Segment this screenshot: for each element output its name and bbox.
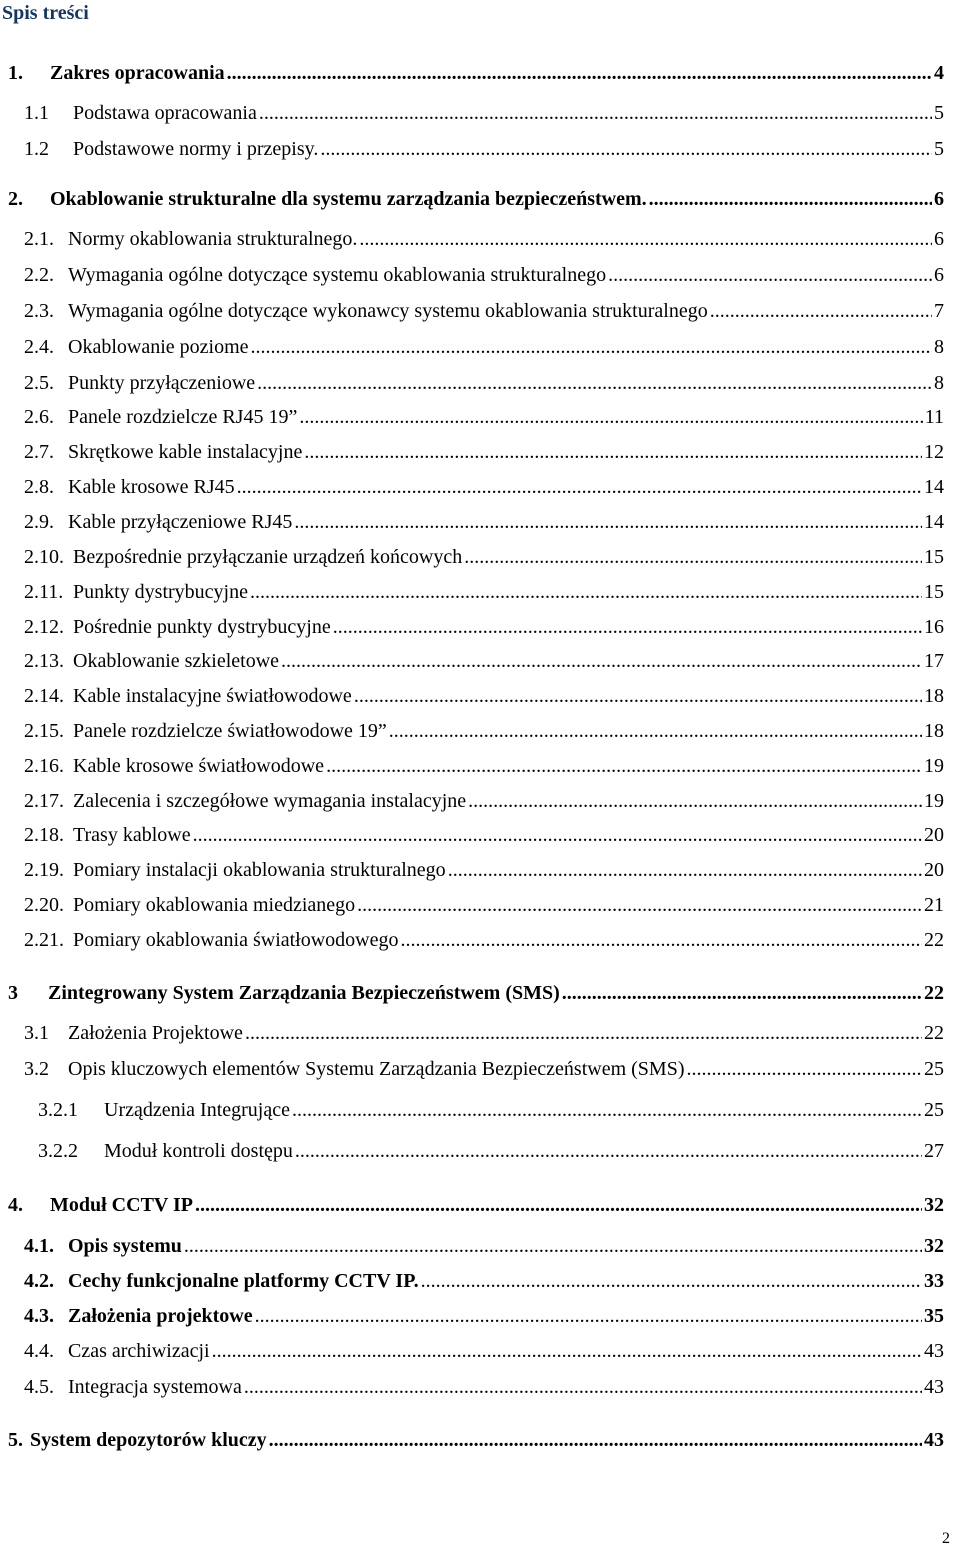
toc-entry-page: 14	[924, 476, 944, 498]
toc-leader-dots	[255, 1305, 922, 1328]
toc-entry-title: Moduł CCTV IP	[50, 1194, 193, 1216]
toc-entry-number: 4.3.	[24, 1305, 54, 1327]
toc-entry-number: 3	[8, 982, 18, 1004]
toc-entry[interactable]	[24, 650, 944, 680]
toc-leader-dots	[245, 1022, 922, 1045]
toc-entry-title: Panele rozdzielcze światłowodowe 19”	[73, 720, 387, 742]
toc-entry-number: 2.10.	[24, 546, 64, 568]
toc-entry[interactable]	[24, 546, 944, 576]
toc-entry-title: Integracja systemowa	[68, 1376, 242, 1398]
toc-entry[interactable]	[24, 1058, 944, 1088]
toc-entry[interactable]	[24, 406, 944, 436]
toc-entry-number: 4.	[8, 1194, 23, 1216]
toc-entry-page: 20	[924, 859, 944, 881]
toc-entry-page: 16	[924, 616, 944, 638]
toc-leader-dots	[184, 1235, 922, 1258]
toc-entry-number: 2.19.	[24, 859, 64, 881]
toc-entry-title: Normy okablowania strukturalnego.	[68, 228, 358, 250]
toc-entry[interactable]	[24, 476, 944, 506]
toc-entry-title: Cechy funkcjonalne platformy CCTV IP.	[68, 1270, 419, 1292]
toc-entry-number: 2.18.	[24, 824, 64, 846]
page-number: 2	[942, 1530, 950, 1547]
toc-leader-dots	[257, 372, 932, 395]
toc-entry[interactable]	[24, 300, 944, 330]
toc-entry-page: 15	[924, 546, 944, 568]
toc-leader-dots	[359, 228, 932, 251]
toc-entry-page: 35	[924, 1305, 944, 1327]
toc-entry-title: Pomiary instalacji okablowania strukturalnego	[73, 859, 446, 881]
toc-entry[interactable]	[24, 859, 944, 889]
toc-leader-dots	[269, 1429, 922, 1452]
toc-entry-number: 2.11.	[24, 581, 64, 603]
toc-entry[interactable]	[24, 1305, 944, 1335]
toc-entry-page: 4	[934, 62, 944, 84]
toc-leader-dots	[294, 511, 922, 534]
toc-entry-title: Skrętkowe kable instalacyjne	[68, 441, 303, 463]
toc-entry-title: Opis kluczowych elementów Systemu Zarządzania Bezpieczeństwem (SMS)	[68, 1058, 685, 1080]
toc-entry-number: 2.4.	[24, 336, 54, 358]
toc-entry-title: Zintegrowany System Zarządzania Bezpieczeństwem (SMS)	[48, 982, 560, 1004]
toc-entry[interactable]	[24, 372, 944, 402]
toc-entry-page: 22	[924, 1022, 944, 1044]
toc-leader-dots	[259, 102, 932, 125]
toc-entry-number: 2.7.	[24, 441, 54, 463]
toc-entry-title: Pomiary okablowania miedzianego	[73, 894, 356, 916]
toc-entry-page: 32	[924, 1235, 944, 1257]
toc-entry-page: 19	[924, 790, 944, 812]
toc-entry-title: Wymagania ogólne dotyczące systemu okablowania strukturalnego	[68, 264, 607, 286]
toc-entry-number: 2.8.	[24, 476, 54, 498]
toc-entry[interactable]	[24, 336, 944, 366]
toc-entry-title: Punkty przyłączeniowe	[68, 372, 256, 394]
toc-entry-title: Czas archiwizacji	[68, 1340, 210, 1362]
toc-entry-title: Podstawowe normy i przepisy.	[73, 138, 319, 160]
toc-leader-dots	[608, 264, 932, 287]
toc-entry[interactable]	[8, 62, 944, 92]
toc-entry-number: 2.9.	[24, 511, 54, 533]
toc-entry-page: 21	[924, 894, 944, 916]
toc-leader-dots	[250, 581, 922, 604]
toc-leader-dots	[710, 300, 932, 323]
toc-leader-dots	[333, 616, 922, 639]
toc-entry[interactable]	[8, 188, 944, 218]
toc-entry-number: 1.2	[24, 138, 49, 160]
toc-entry-number: 2.17.	[24, 790, 64, 812]
toc-leader-dots	[562, 982, 922, 1005]
toc-entry-page: 19	[924, 755, 944, 777]
toc-entry-title: Podstawa opracowania	[73, 102, 257, 124]
toc-leader-dots	[320, 138, 932, 161]
toc-entry-number: 2.13.	[24, 650, 64, 672]
toc-entry[interactable]	[8, 982, 944, 1012]
toc-entry-number: 2.16.	[24, 755, 64, 777]
toc-entry-number: 4.4.	[24, 1340, 54, 1362]
toc-entry-title: Okablowanie poziome	[68, 336, 249, 358]
toc-leader-dots	[354, 685, 922, 708]
toc-entry-title: Założenia Projektowe	[68, 1022, 243, 1044]
toc-entry-number: 2.21.	[24, 929, 64, 951]
toc-leader-dots	[292, 1099, 922, 1122]
toc-entry-title: Urządzenia Integrujące	[104, 1099, 290, 1121]
toc-entry[interactable]	[24, 616, 944, 646]
toc-entry[interactable]	[24, 264, 944, 294]
toc-entry-number: 2.2.	[24, 264, 54, 286]
toc-leader-dots	[357, 894, 922, 917]
toc-entry-page: 20	[924, 824, 944, 846]
toc-entry-title: Pośrednie punkty dystrybucyjne	[73, 616, 331, 638]
toc-entry-title: System depozytorów kluczy	[30, 1429, 267, 1451]
toc-entry[interactable]	[24, 581, 944, 611]
toc-entry-page: 5	[934, 102, 944, 124]
toc-entry-title: Bezpośrednie przyłączanie urządzeń końcowych	[73, 546, 463, 568]
toc-leader-dots	[212, 1340, 922, 1363]
toc-entry[interactable]	[24, 894, 944, 924]
toc-entry-page: 14	[924, 511, 944, 533]
toc-entry-title: Kable przyłączeniowe RJ45	[68, 511, 293, 533]
toc-title: Spis treści	[2, 2, 89, 24]
toc-entry-number: 1.	[8, 62, 23, 84]
toc-entry[interactable]	[24, 824, 944, 854]
toc-leader-dots	[227, 62, 932, 85]
toc-entry-number: 1.1	[24, 102, 49, 124]
toc-entry-number: 2.12.	[24, 616, 64, 638]
toc-entry-number: 5.	[8, 1429, 23, 1451]
toc-entry-page: 25	[924, 1099, 944, 1121]
toc-entry-page: 11	[924, 406, 944, 428]
toc-entry-number: 3.2	[24, 1058, 49, 1080]
toc-entry[interactable]	[24, 138, 944, 168]
toc-entry-number: 4.1.	[24, 1235, 54, 1257]
toc-entry[interactable]	[24, 720, 944, 750]
toc-entry-title: Kable instalacyjne światłowodowe	[73, 685, 352, 707]
toc-leader-dots	[295, 1140, 922, 1163]
toc-leader-dots	[326, 755, 922, 778]
toc-entry-title: Wymagania ogólne dotyczące wykonawcy systemu okablowania strukturalnego	[68, 300, 708, 322]
toc-leader-dots	[401, 929, 923, 952]
toc-entry-title: Punkty dystrybucyjne	[73, 581, 248, 603]
toc-entry[interactable]	[24, 228, 944, 258]
toc-entry-number: 2.1.	[24, 228, 54, 250]
toc-leader-dots	[468, 790, 922, 813]
toc-entry-number: 2.3.	[24, 300, 54, 322]
toc-entry[interactable]	[24, 929, 944, 959]
toc-entry-title: Opis systemu	[68, 1235, 182, 1257]
toc-entry-title: Trasy kablowe	[73, 824, 191, 846]
toc-leader-dots	[304, 441, 922, 464]
toc-entry-title: Zalecenia i szczegółowe wymagania instalacyjne	[73, 790, 467, 812]
toc-leader-dots	[193, 824, 922, 847]
toc-entry-page: 43	[924, 1340, 944, 1362]
toc-entry-page: 18	[924, 685, 944, 707]
toc-entry-number: 2.15.	[24, 720, 64, 742]
toc-entry[interactable]	[24, 1340, 944, 1370]
toc-leader-dots	[251, 336, 933, 359]
toc-entry[interactable]	[24, 102, 944, 132]
toc-entry[interactable]	[24, 1376, 944, 1406]
toc-entry-number: 4.2.	[24, 1270, 54, 1292]
toc-entry[interactable]	[24, 685, 944, 715]
toc-entry-page: 25	[924, 1058, 944, 1080]
toc-entry-page: 5	[934, 138, 944, 160]
toc-entry-title: Kable krosowe RJ45	[68, 476, 235, 498]
toc-entry-title: Panele rozdzielcze RJ45 19”	[68, 406, 298, 428]
toc-entry-number: 2.14.	[24, 685, 64, 707]
toc-entry-title: Okablowanie strukturalne dla systemu zarządzania bezpieczeństwem.	[50, 188, 647, 210]
toc-entry-page: 32	[924, 1194, 944, 1216]
toc-leader-dots	[195, 1194, 922, 1217]
toc-entry-page: 8	[934, 372, 944, 394]
toc-leader-dots	[299, 406, 922, 429]
toc-entry-number: 4.5.	[24, 1376, 54, 1398]
toc-entry-title: Kable krosowe światłowodowe	[73, 755, 325, 777]
toc-leader-dots	[686, 1058, 922, 1081]
toc-entry-number: 3.2.1	[38, 1099, 78, 1121]
toc-entry-page: 6	[934, 188, 944, 210]
toc-entry[interactable]	[38, 1099, 944, 1129]
toc-entry-page: 12	[924, 441, 944, 463]
toc-entry[interactable]	[24, 1270, 944, 1300]
toc-entry-page: 17	[924, 650, 944, 672]
toc-entry-number: 2.	[8, 188, 23, 210]
toc-entry-page: 6	[934, 228, 944, 250]
toc-leader-dots	[244, 1376, 922, 1399]
toc-entry-page: 7	[934, 300, 944, 322]
toc-entry-page: 27	[924, 1140, 944, 1162]
toc-entry[interactable]	[24, 1022, 944, 1052]
toc-leader-dots	[421, 1270, 922, 1293]
toc-entry[interactable]	[24, 441, 944, 471]
toc-entry[interactable]	[24, 790, 944, 820]
toc-entry-page: 33	[924, 1270, 944, 1292]
toc-entry-page: 43	[924, 1429, 944, 1451]
toc-entry[interactable]	[8, 1194, 944, 1224]
toc-entry-number: 2.5.	[24, 372, 54, 394]
toc-entry-page: 8	[934, 336, 944, 358]
toc-entry-page: 6	[934, 264, 944, 286]
toc-entry-title: Okablowanie szkieletowe	[73, 650, 280, 672]
toc-leader-dots	[464, 546, 922, 569]
toc-entry-number: 2.6.	[24, 406, 54, 428]
toc-entry-page: 22	[924, 982, 944, 1004]
toc-leader-dots	[649, 188, 932, 211]
toc-entry-number: 3.1	[24, 1022, 49, 1044]
toc-leader-dots	[281, 650, 922, 673]
toc-entry-page: 22	[924, 929, 944, 951]
toc-entry[interactable]	[24, 1235, 944, 1265]
toc-entry-title: Założenia projektowe	[68, 1305, 253, 1327]
toc-leader-dots	[389, 720, 922, 743]
toc-leader-dots	[448, 859, 922, 882]
toc-entry[interactable]	[38, 1140, 944, 1170]
toc-entry[interactable]	[24, 755, 944, 785]
toc-entry-page: 15	[924, 581, 944, 603]
toc-entry[interactable]	[8, 1429, 944, 1459]
toc-entry-number: 2.20.	[24, 894, 64, 916]
toc-leader-dots	[237, 476, 922, 499]
toc-entry-title: Zakres opracowania	[50, 62, 225, 84]
toc-entry[interactable]	[24, 511, 944, 541]
toc-entry-page: 18	[924, 720, 944, 742]
toc-entry-number: 3.2.2	[38, 1140, 78, 1162]
toc-entry-page: 43	[924, 1376, 944, 1398]
toc-entry-title: Pomiary okablowania światłowodowego	[73, 929, 399, 951]
toc-entry-title: Moduł kontroli dostępu	[104, 1140, 293, 1162]
